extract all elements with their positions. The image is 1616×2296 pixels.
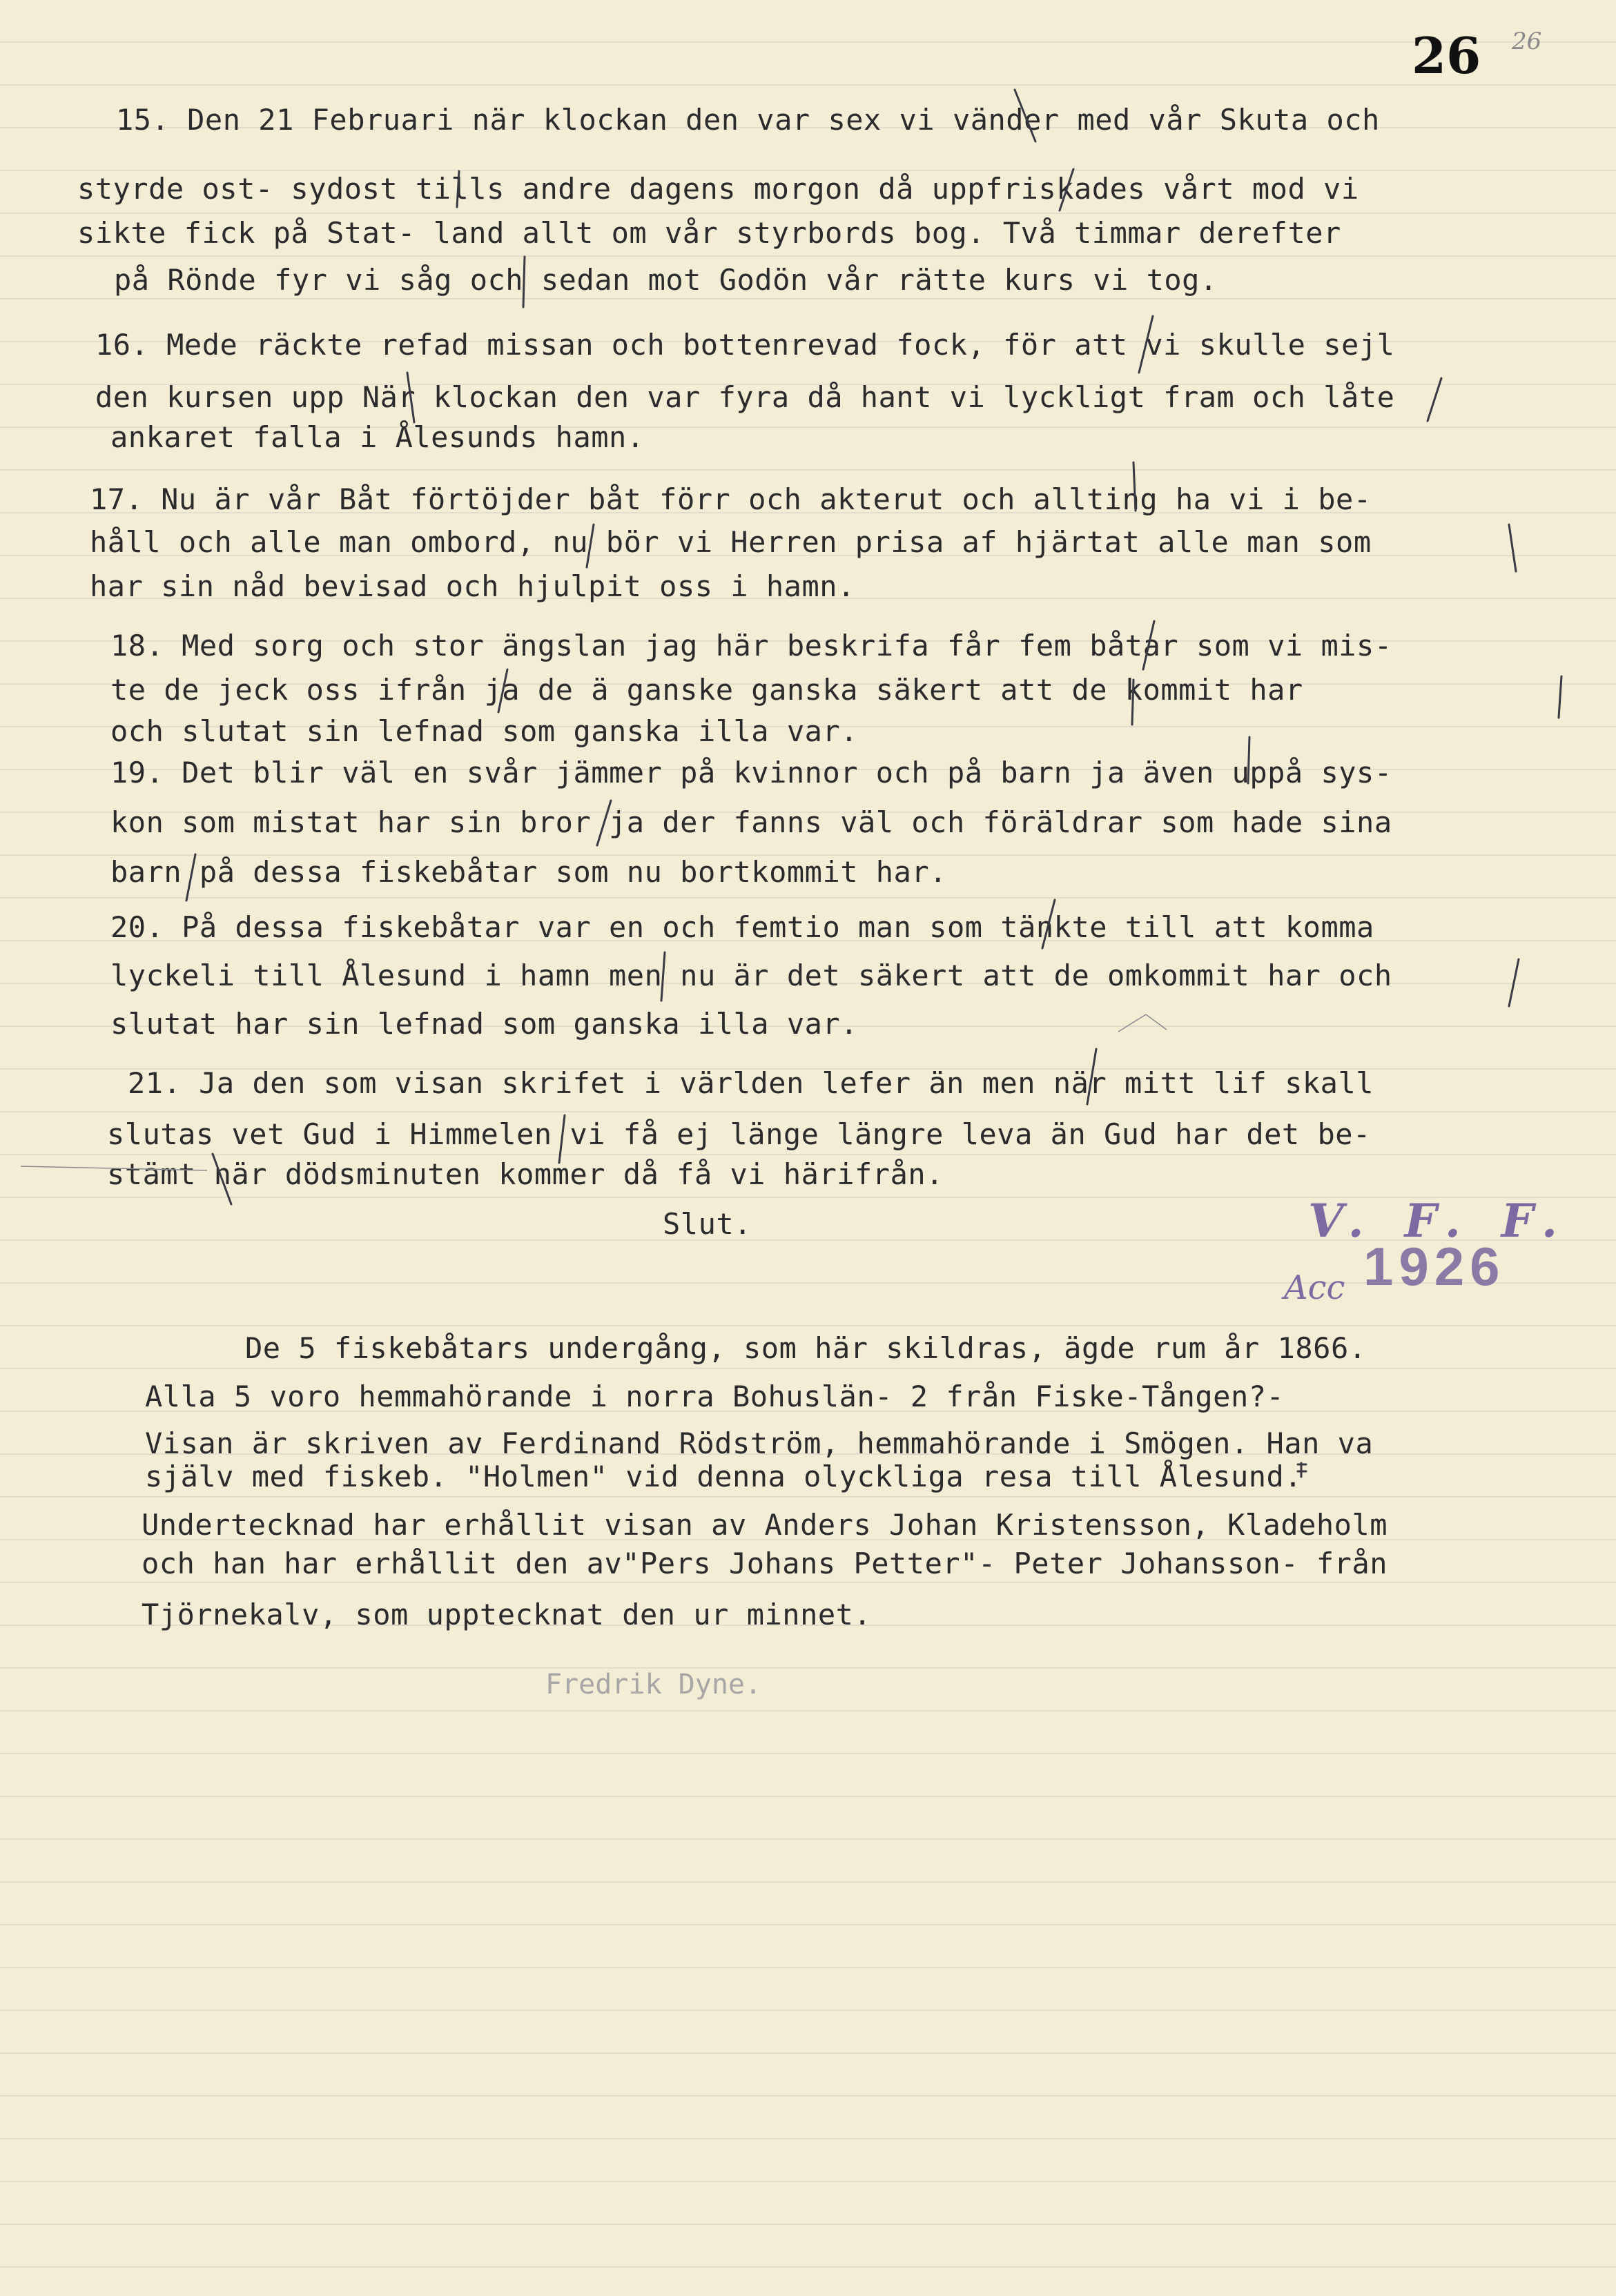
- pencil-divider: [1015, 90, 1035, 141]
- stamp-acc: Acc: [1284, 1268, 1345, 1307]
- text-line: den kursen upp När klockan den var fyra då hant vi lyckligt fram och låte: [95, 380, 1395, 414]
- text-line: 17. Nu är vår Båt förtöjder båt förr och akterut och allting ha vi i be-: [90, 482, 1372, 516]
- text-line: stämt när dödsminuten kommer då få vi härifrån.: [107, 1157, 944, 1191]
- text-line: 20. På dessa fiskebåtar var en och femtio man som tänkte till att komma: [110, 910, 1374, 944]
- text-line: har sin nåd bevisad och hjulpit oss i hamn.: [90, 569, 855, 603]
- pencil-divider: [1060, 169, 1073, 210]
- text-line: 19. Det blir väl en svår jämmer på kvinnor och på barn ja även uppå sys-: [110, 756, 1392, 789]
- text-line: 21. Ja den som visan skrifet i världen lefer än men när mitt lif skall: [128, 1066, 1374, 1100]
- pencil-divider: [498, 669, 507, 712]
- text-line: sikte fick på Stat- land allt om vår styrbords bog. Två timmar derefter: [77, 216, 1341, 250]
- text-line: håll och alle man ombord, nu bör vi Herren prisa af hjärtat alle man som: [90, 525, 1372, 559]
- pencil-divider: [1133, 462, 1136, 511]
- text-line: slutas vet Gud i Himmelen vi få ej länge längre leva än Gud har det be-: [107, 1117, 1371, 1151]
- pencil-divider: [186, 854, 195, 901]
- pencil-divider: [1559, 676, 1561, 718]
- text-line: och han har erhållit den av"Pers Johans Petter"- Peter Johansson- från: [142, 1547, 1388, 1580]
- pencil-divider: [1143, 621, 1154, 669]
- text-line: Slut.: [663, 1207, 752, 1241]
- page-number: 26: [1412, 26, 1481, 85]
- text-line: De 5 fiskebåtars undergång, som här skildras, ägde rum år 1866.: [245, 1331, 1367, 1365]
- text-line: 16. Mede räckte refad missan och bottenrevad fock, för att vi skulle sejl: [95, 328, 1395, 362]
- pencil-divider: [1428, 378, 1441, 421]
- text-line: ankaret falla i Ålesunds hamn.: [110, 420, 645, 454]
- pencil-divider: [559, 1115, 565, 1163]
- signature: Fredrik Dyne.: [545, 1669, 762, 1700]
- pencil-divider: [661, 952, 665, 1001]
- text-line: Alla 5 voro hemmahörande i norra Bohuslän- 2 från Fiske-Tången?-: [145, 1380, 1285, 1413]
- text-line: styrde ost- sydost tills andre dagens morgon då uppfriskades vårt mod vi: [77, 172, 1359, 206]
- pencil-divider: [1139, 316, 1153, 373]
- pencil-stray-line: [21, 1166, 207, 1170]
- pencil-divider: [1087, 1049, 1096, 1104]
- pencil-divider: [597, 801, 611, 845]
- text-line: på Rönde fyr vi såg och sedan mot Godön vår rätte kurs vi tog.: [114, 263, 1218, 297]
- stamp-initials: V. F. F.: [1308, 1194, 1570, 1248]
- text-line: Visan är skriven av Ferdinand Rödström, hemmahörande i Smögen. Han va: [145, 1426, 1374, 1460]
- text-line: själv med fiskeb. "Holmen" vid denna olyckliga resa till Ålesund.: [145, 1460, 1303, 1493]
- text-line: 18. Med sorg och stor ängslan jag här beskrifa får fem båtar som vi mis-: [110, 629, 1392, 663]
- page-number-pencil: 26: [1512, 28, 1542, 55]
- pencil-stray-line: [1146, 1014, 1167, 1030]
- pencil-divider: [213, 1154, 231, 1204]
- pencil-divider: [1509, 959, 1519, 1006]
- pencil-divider: [1132, 680, 1133, 725]
- pencil-divider: [1509, 524, 1516, 571]
- text-line: Tjörnekalv, som upptecknat den ur minnet.: [142, 1598, 872, 1631]
- text-line: slutat har sin lefnad som ganska illa var.: [110, 1007, 859, 1041]
- pencil-divider: [457, 171, 459, 207]
- pencil-divider: [407, 373, 414, 422]
- text-line: te de jeck oss ifrån ja de ä ganske ganska säkert att de kommit har: [110, 673, 1303, 707]
- pencil-divider: [587, 524, 594, 567]
- text-line: kon som mistat har sin bror ja der fanns väl och föräldrar som hade sina: [110, 805, 1392, 839]
- text-line: Undertecknad har erhållit visan av Anders Johan Kristensson, Kladeholm: [142, 1508, 1388, 1542]
- text-line: och slutat sin lefnad som ganska illa var.: [110, 714, 859, 748]
- stamp-year: 1926: [1363, 1236, 1506, 1297]
- pencil-divider: [523, 257, 525, 307]
- text-line: 15. Den 21 Februari när klockan den var sex vi vänder med vår Skuta och: [116, 103, 1380, 137]
- pencil-divider: [1248, 737, 1249, 783]
- pencil-stray-line: [1118, 1014, 1146, 1032]
- text-line: barn på dessa fiskebåtar som nu bortkommit har.: [110, 855, 947, 889]
- pencil-divider: [1042, 900, 1055, 948]
- text-line: lyckeli till Ålesund i hamn men nu är det säkert att de omkommit har och: [110, 959, 1392, 992]
